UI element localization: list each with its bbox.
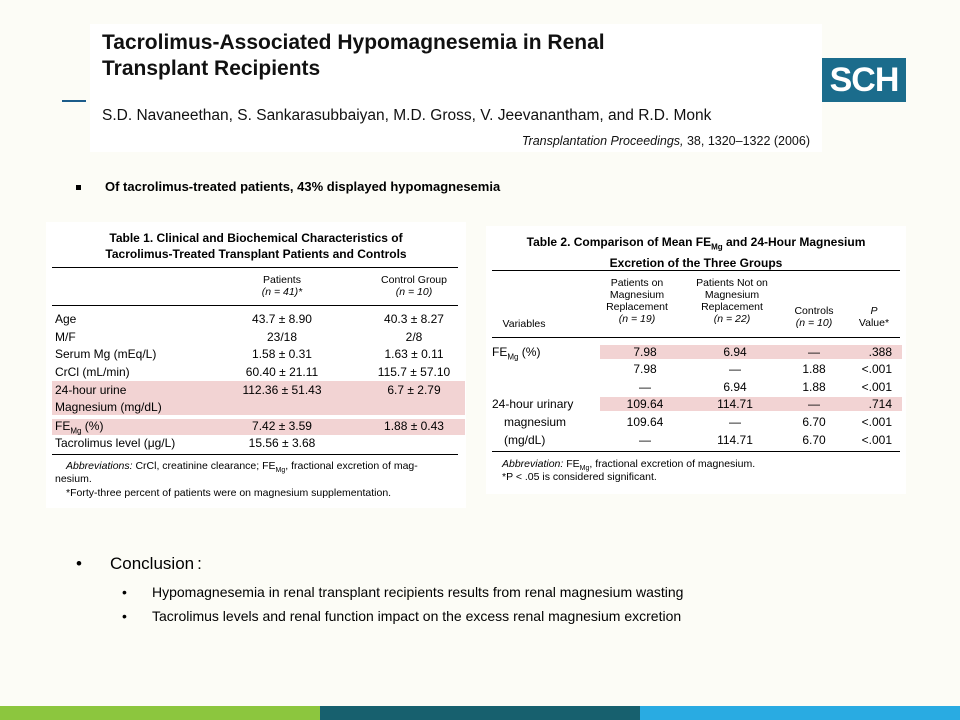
paper-title — [102, 30, 742, 82]
table2 — [486, 226, 906, 494]
table2-cell-controls: — — [808, 397, 820, 411]
table2-col-p-value: P Value* — [858, 305, 890, 329]
table2-footnote-abbrev: Abbreviation: $FE_{Mg}$, fractional excretion of magnesium. — [502, 458, 756, 473]
table2-col-not-on-replacement: Patients Not on Magnesium Replacement (n = 22) — [696, 277, 768, 325]
table1-row-patients: 1.58 ± 0.31 — [252, 347, 312, 361]
table1-footnote-star: *Forty-three percent of patients were on magnesium supplementation. — [66, 487, 392, 499]
table2-row-label: 24-hour urinary — [492, 397, 574, 411]
table2-rule-top — [492, 270, 900, 271]
journal-citation — [430, 134, 810, 148]
table1-row-patients: 23/18 — [266, 330, 298, 344]
table1-row-patients: 112.36 ± 51.43 — [242, 383, 322, 397]
conclusion-point-text: Tacrolimus levels and renal function impact on the excess renal magnesium excretion — [152, 608, 682, 624]
conclusion-point — [122, 584, 683, 600]
table2-cell-controls: 1.88 — [802, 380, 826, 394]
table1-title-line1: Table 1. Clinical and Biochemical Characteristics of — [109, 231, 403, 245]
key-finding-bullet — [76, 179, 776, 194]
conclusion-point — [122, 608, 681, 624]
table2-cell-p: <.001 — [861, 380, 892, 394]
title-accent-rule — [62, 100, 86, 102]
table2-cell-on: 7.98 — [633, 345, 657, 359]
journal-name: Transplantation Proceedings, — [521, 134, 684, 148]
table1-row-control: 1.63 ± 0.11 — [384, 347, 444, 361]
table1-title-line2: Tacrolimus-Treated Transplant Patients and Controls — [105, 247, 407, 261]
table1 — [46, 222, 466, 508]
table2-footnote-significance: *P < .05 is considered significant. — [502, 471, 657, 483]
bullet-dot-icon: • — [76, 554, 82, 573]
table2-cell-p: <.001 — [861, 433, 892, 447]
table2-cell-noton: 6.94 — [723, 380, 747, 394]
table1-col-control: Control Group (n = 10) — [381, 274, 447, 298]
table1-row-label: M/F — [55, 330, 76, 344]
paper-title-line2: Transplant Recipients — [102, 57, 321, 80]
table1-row-label: CrCl (mL/min) — [55, 365, 130, 379]
paper-authors: S.D. Navaneethan, S. Sankarasubbaiyan, M.D. Gross, V. Jeevanantham, and R.D. Monk — [102, 107, 712, 124]
conclusion-heading-text: Conclusion — [110, 554, 195, 573]
table1-row-label: $FE_{Mg}$ (%) — [55, 419, 104, 436]
table2-cell-on: — — [639, 380, 651, 394]
table2-cell-p: <.001 — [861, 415, 892, 429]
table2-cell-controls: 6.70 — [802, 433, 826, 447]
conclusion-heading — [76, 554, 202, 574]
table1-row-patients: 43.7 ± 8.90 — [252, 312, 312, 326]
table2-cell-on: 109.64 — [626, 397, 664, 411]
table1-row-label: Serum Mg (mEq/L) — [55, 347, 157, 361]
square-bullet-icon — [76, 185, 81, 190]
table2-cell-p: .388 — [868, 345, 892, 359]
paper-title-line1: Tacrolimus-Associated Hypomagnesemia in Renal — [102, 31, 605, 54]
table2-col-controls: Controls (n = 10) — [794, 305, 834, 329]
footer-bar-green — [0, 706, 320, 720]
journal-details: 38, 1320–1322 (2006) — [683, 134, 810, 148]
table2-cell-p: <.001 — [861, 362, 892, 376]
table1-row-label: Tacrolimus level (μg/L) — [55, 436, 176, 450]
table2-cell-noton: 6.94 — [723, 345, 747, 359]
table1-rule-header — [52, 305, 458, 306]
table2-cell-on: — — [639, 433, 651, 447]
table1-row-control: 115.7 ± 57.10 — [377, 365, 451, 379]
table1-col-patients: Patients (n = 41)* — [261, 274, 303, 298]
table1-row-label: 24-hour urine — [55, 383, 127, 397]
bullet-dot-icon: • — [122, 608, 127, 624]
table1-row-patients: 7.42 ± 3.59 — [252, 419, 312, 433]
table1-row-label: Age — [55, 312, 77, 326]
table2-cell-noton: — — [729, 362, 741, 376]
table2-col-variables: Variables — [502, 318, 546, 330]
table1-row-control: 2/8 — [405, 330, 423, 344]
table2-row-label: (mg/dL) — [504, 433, 546, 447]
table2-cell-noton: 114.71 — [717, 397, 753, 411]
table2-cell-on: 109.64 — [626, 415, 664, 429]
table2-cell-controls: 1.88 — [802, 362, 826, 376]
table2-cell-p: .714 — [868, 397, 892, 411]
table1-row-patients: 15.56 ± 3.68 — [248, 436, 316, 450]
table1-rule-top — [52, 267, 458, 268]
table2-rule-header — [492, 337, 900, 338]
table1-row-label: Magnesium (mg/dL) — [55, 400, 162, 414]
table1-row-control: 1.88 ± 0.43 — [384, 419, 444, 433]
table2-col-on-replacement: Patients on Magnesium Replacement (n = 19) — [606, 277, 668, 325]
table1-footnote-abbrev-cont: nesium. — [55, 473, 92, 485]
footer-bar-blue — [640, 706, 960, 720]
bullet-dot-icon: • — [122, 584, 127, 600]
table1-row-control: 6.7 ± 2.79 — [387, 383, 441, 397]
footer-bar-teal — [320, 706, 640, 720]
table1-title — [46, 230, 466, 262]
table2-title — [486, 234, 906, 271]
table2-cell-noton: 114.71 — [717, 433, 753, 447]
table1-row-control: 40.3 ± 8.27 — [384, 312, 444, 326]
table1-rule-bottom — [52, 454, 458, 455]
table1-footnote-abbrev: Abbreviations: CrCl, creatinine clearance; $FE_{Mg}$, fractional excretion of mag- — [66, 460, 418, 475]
table2-title-line2: Excretion of the Three Groups — [609, 256, 783, 271]
table2-row-label: $FE_{Mg}$ (%) — [492, 345, 541, 362]
key-finding-text: Of tacrolimus-treated patients, 43% displayed hypomagnesemia — [105, 179, 501, 194]
table2-title-line1: Table 2. Comparison of Mean $FE_{Mg}$ and 24-Hour Magnesium — [526, 235, 866, 252]
table2-rule-bottom — [492, 451, 900, 452]
conclusion-colon: : — [197, 554, 202, 573]
table2-cell-controls: — — [808, 345, 820, 359]
table2-cell-on: 7.98 — [633, 362, 657, 376]
conclusion-point-text: Hypomagnesemia in renal transplant recipients results from renal magnesium wasting — [152, 584, 684, 600]
table1-row-patients: 60.40 ± 21.11 — [245, 365, 319, 379]
table2-cell-controls: 6.70 — [802, 415, 826, 429]
table2-cell-noton: — — [729, 415, 741, 429]
sch-logo: SCH — [822, 58, 906, 102]
table2-row-label: magnesium — [504, 415, 567, 429]
